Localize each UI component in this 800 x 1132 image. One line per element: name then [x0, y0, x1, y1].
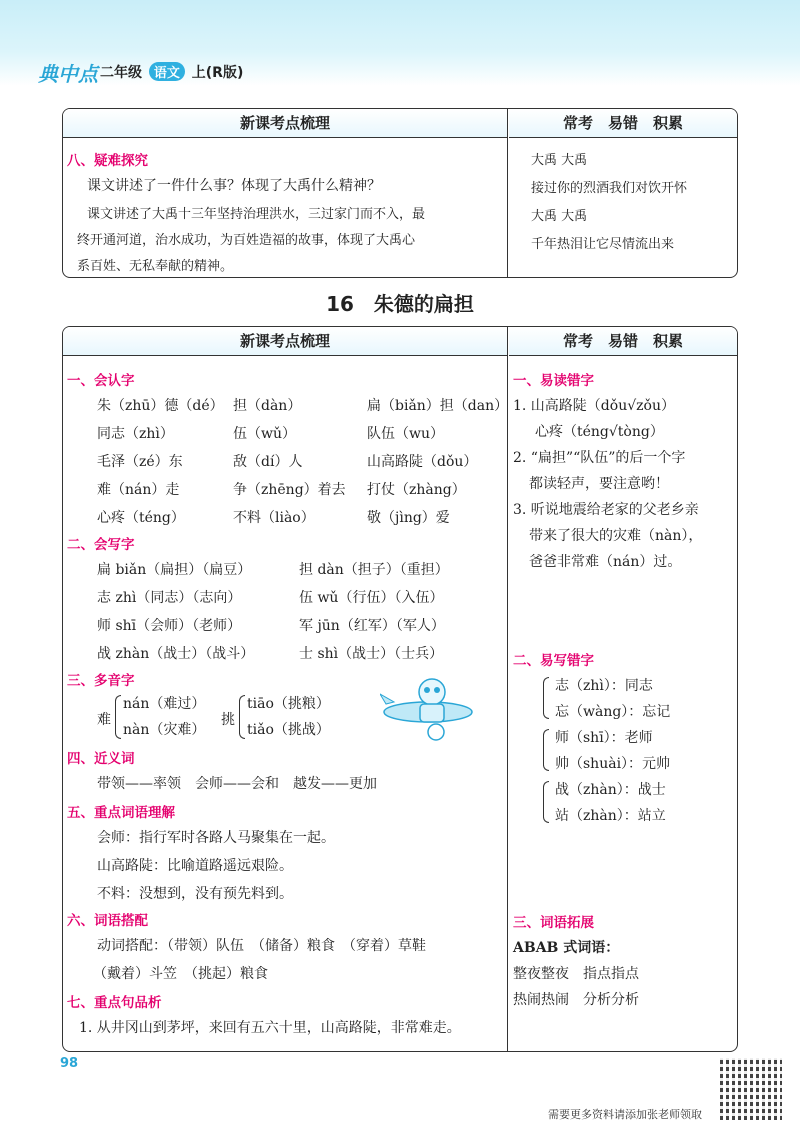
- rz-4-0: 心疼（téng）: [97, 510, 185, 526]
- tz-1: ABAB 式词语：: [513, 940, 620, 956]
- box1-left-title: 新课考点梳理: [63, 109, 507, 138]
- yd-3: 3. 听说地震给老家的父老乡亲: [513, 502, 699, 518]
- page-number: 98: [60, 1056, 79, 1071]
- lyric-1: 大禹 大禹: [531, 153, 588, 168]
- sentence-1: 1. 从井冈山到茅坪，来回有五六十里，山高路陡，非常难走。: [79, 1020, 461, 1036]
- section-5: 五、重点词语理解: [67, 805, 175, 821]
- lyric-4: 千年热泪让它尽情流出来: [531, 237, 675, 252]
- section-8: 八、疑难探究: [67, 153, 148, 169]
- grade-label: 二年级: [100, 65, 142, 81]
- robot-plane-illustration: [380, 674, 476, 744]
- yd-3c: 爸爸非常难（nán）过。: [529, 554, 682, 570]
- rz-1-0: 同志（zhì）: [97, 426, 174, 442]
- section-7: 七、重点句品析: [67, 995, 162, 1011]
- tz-3: 热闹热闹 分析分析: [513, 992, 639, 1008]
- yx-5: 站（zhàn）：站立: [555, 808, 666, 824]
- xz-3-0: 战 zhàn（战士）（战斗）: [97, 646, 255, 662]
- dy-2b: tiǎo（挑战）: [247, 722, 330, 738]
- yx-2: 师（shī）：老师: [555, 730, 653, 746]
- footer-note: 需要更多资料请添加张老师领取: [548, 1108, 702, 1121]
- section-4: 四、近义词: [67, 751, 135, 767]
- rz-0-1: 担（dàn）: [233, 398, 302, 414]
- right-section-3: 三、词语拓展: [513, 915, 594, 931]
- yx-0: 志（zhì）：同志: [555, 678, 653, 694]
- rz-1-2: 队伍（wu）: [367, 426, 444, 442]
- box2-divider: [507, 327, 508, 1051]
- rz-4-2: 敬（jìng）爱: [367, 510, 450, 526]
- tz-2: 整夜整夜 指点指点: [513, 966, 639, 982]
- brace-2: [239, 695, 245, 739]
- dy-1b: nàn（灾难）: [123, 722, 206, 738]
- brand-logo: 典中点: [38, 62, 98, 86]
- rz-3-2: 打仗（zhàng）: [367, 482, 466, 498]
- answer-line-3: 系百姓、无私奉献的精神。: [77, 259, 234, 274]
- dy-2a: tiāo（挑粮）: [247, 696, 330, 712]
- question-text: 课文讲述了一件什么事？体现了大禹什么精神？: [87, 178, 381, 194]
- box1-right-title: 常考 易错 积累: [509, 109, 737, 138]
- xz-3-1: 士 shì（战士）（士兵）: [299, 646, 444, 662]
- lyric-3: 大禹 大禹: [531, 209, 588, 224]
- def-3: 不料：没想到，没有预先料到。: [97, 886, 293, 902]
- section-3: 三、多音字: [67, 673, 135, 689]
- xz-1-0: 志 zhì（同志）（志向）: [97, 590, 242, 606]
- dy-char-1: 难: [97, 712, 111, 728]
- yx-brace-3: [543, 781, 549, 823]
- def-1: 会师：指行军时各路人马聚集在一起。: [97, 830, 335, 846]
- rz-2-1: 敌（dí）人: [233, 454, 303, 470]
- subject-badge: 语文: [149, 62, 185, 81]
- rz-2-0: 毛泽（zé）东: [97, 454, 183, 470]
- rz-1-1: 伍（wǔ）: [233, 426, 296, 442]
- yx-brace-1: [543, 677, 549, 719]
- rz-3-1: 争（zhēng）着去: [233, 482, 346, 498]
- dy-1a: nán（难过）: [123, 696, 206, 712]
- brace-1: [115, 695, 121, 739]
- rz-2-2: 山高路陡（dǒu）: [367, 454, 478, 470]
- xz-2-1: 军 jūn（红军）（军人）: [299, 618, 445, 634]
- section-1: 一、会认字: [67, 373, 135, 389]
- answer-line-1: 课文讲述了大禹十三年坚持治理洪水，三过家门而不入，最: [87, 207, 426, 222]
- collocation-2: （戴着）斗笠 （挑起）粮食: [93, 966, 268, 982]
- xz-2-0: 师 shī（会师）（老师）: [97, 618, 242, 634]
- summary-box-top: [62, 108, 738, 278]
- yx-brace-2: [543, 729, 549, 771]
- header-grade: [100, 62, 243, 82]
- synonyms: 带领——率领 会师——会和 越发——更加: [97, 776, 377, 792]
- section-6: 六、词语搭配: [67, 913, 148, 929]
- yx-3: 帅（shuài）：元帅: [555, 756, 671, 772]
- xz-0-1: 担 dàn（担子）（重担）: [299, 562, 449, 578]
- collocation-1: 动词搭配：（带领）队伍 （储备）粮食 （穿着）草鞋: [97, 938, 426, 954]
- yx-1: 忘（wàng）：忘记: [555, 704, 671, 720]
- yd-1: 1. 山高路陡（dǒu√zǒu）: [513, 398, 675, 414]
- rz-4-1: 不料（liào）: [233, 510, 315, 526]
- right-section-2: 二、易写错字: [513, 653, 594, 669]
- yx-4: 战（zhàn）：战士: [555, 782, 666, 798]
- box2-left-title: 新课考点梳理: [63, 327, 507, 356]
- box1-divider: [507, 109, 508, 277]
- yd-2: 2. “扁担”“队伍”的后一个字: [513, 450, 686, 466]
- yd-2b: 都读轻声，要注意哟！: [529, 476, 669, 492]
- edition-label: 上(R版): [191, 65, 244, 81]
- box2-right-title: 常考 易错 积累: [509, 327, 737, 356]
- answer-line-2: 终开通河道，治水成功，为百姓造福的故事，体现了大禹心: [77, 233, 416, 248]
- lesson-title: 16 朱德的扁担: [326, 292, 474, 316]
- qr-code-overlay: [720, 1058, 782, 1120]
- xz-1-1: 伍 wǔ（行伍）（入伍）: [299, 590, 444, 606]
- rz-0-2: 扁（biǎn）担（dan）: [367, 398, 509, 414]
- lyric-2: 接过你的烈酒我们对饮开怀: [531, 181, 688, 196]
- section-2: 二、会写字: [67, 537, 135, 553]
- yd-1b: 心疼（téng√tòng）: [535, 424, 664, 440]
- dy-char-2: 挑: [221, 712, 235, 728]
- right-section-1: 一、易读错字: [513, 373, 594, 389]
- rz-3-0: 难（nán）走: [97, 482, 180, 498]
- xz-0-0: 扁 biǎn（扁担）（扁豆）: [97, 562, 252, 578]
- rz-0-0: 朱（zhū）德（dé）: [97, 398, 224, 414]
- yd-3b: 带来了很大的灾难（nàn），: [529, 528, 703, 544]
- def-2: 山高路陡：比喻道路遥远艰险。: [97, 858, 293, 874]
